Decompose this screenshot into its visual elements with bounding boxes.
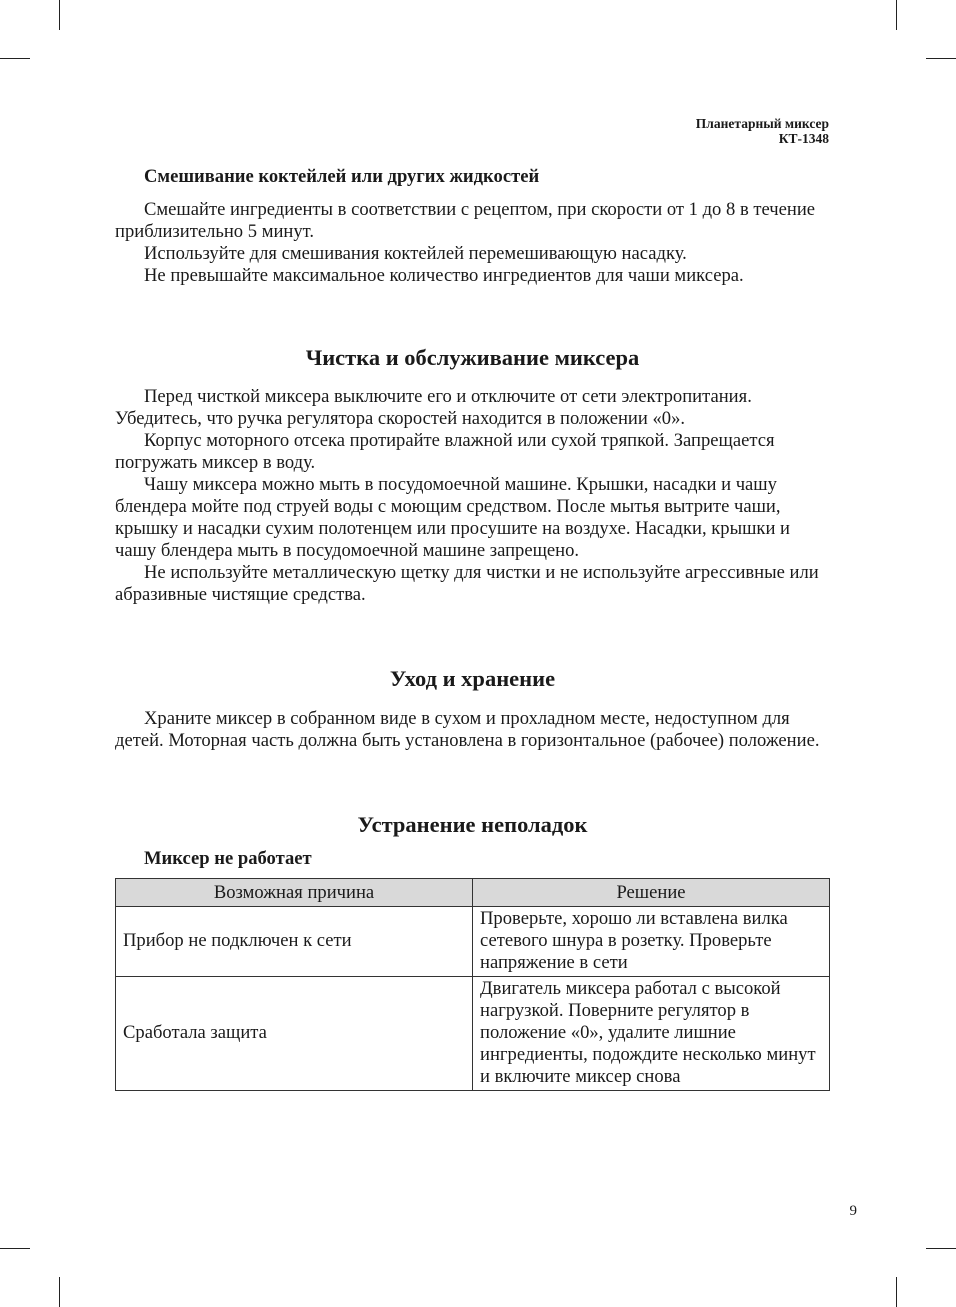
- cleaning-paragraph: Чашу миксера можно мыть в посудомоечной машине. Крышки, насадки и чашу блендера мойте под струей воды с моющим средством. После мытья вытрите чаши, крышку и насадки сухим полотенцем или просушите на воздухе. Насадки, крышки и чашу блендера мыть в посудомоечной машине запрещено.: [115, 474, 790, 561]
- column-header-cause: Возможная причина: [116, 879, 473, 907]
- cocktails-paragraph: Смешайте ингредиенты в соответствии с рецептом, при скорости от 1 до 8 в течение приблизительно 5 минут.: [115, 199, 816, 242]
- table-row: [116, 907, 830, 977]
- header-product: Планетарный миксер: [695, 116, 829, 131]
- crop-mark-top-left-h: [0, 58, 30, 59]
- column-header-solution: Решение: [473, 879, 830, 907]
- cocktails-paragraph: Не превышайте максимальное количество ингредиентов для чаши миксера.: [144, 265, 744, 286]
- crop-mark-bottom-right: [896, 1277, 897, 1307]
- page-content: [115, 166, 830, 1091]
- cause-cell: Прибор не подключен к сети: [116, 907, 473, 977]
- storage-paragraph: Храните миксер в собранном виде в сухом и прохладном месте, недоступном для детей. Моторная часть должна быть установлена в горизонтальное (рабочее) положение.: [115, 708, 820, 751]
- troubleshooting-table: [115, 878, 830, 1091]
- table-row: [116, 977, 830, 1091]
- running-header: [696, 116, 829, 146]
- page-number: 9: [849, 1203, 857, 1219]
- crop-mark-top-left: [59, 0, 60, 30]
- crop-mark-bottom-right-h: [926, 1248, 956, 1249]
- crop-mark-bottom-left: [59, 1277, 60, 1307]
- troubleshooting-title: Устранение неполадок: [357, 812, 588, 837]
- cleaning-title: Чистка и обслуживание миксера: [305, 345, 640, 370]
- crop-mark-bottom-left-h: [0, 1248, 30, 1249]
- crop-mark-top-right: [896, 0, 897, 30]
- cocktails-heading: Смешивание коктейлей или других жидкостей: [144, 166, 540, 187]
- cocktails-paragraph: Используйте для смешивания коктейлей перемешивающую насадку.: [144, 243, 687, 264]
- storage-title: Уход и хранение: [389, 666, 556, 691]
- cause-cell: Сработала защита: [116, 977, 473, 1091]
- table-header-row: [116, 879, 830, 907]
- troubleshooting-subheading: Миксер не работает: [144, 848, 312, 869]
- solution-cell: Проверьте, хорошо ли вставлена вилка сетевого шнура в розетку. Проверьте напряжение в сети: [473, 907, 830, 977]
- cleaning-paragraph: Корпус моторного отсека протирайте влажной или сухой тряпкой. Запрещается погружать миксер в воду.: [115, 430, 775, 473]
- cleaning-paragraph: Перед чисткой миксера выключите его и отключите от сети электропитания. Убедитесь, что ручка регулятора скоростей находится в положении «0».: [115, 386, 752, 429]
- crop-mark-top-right-h: [926, 58, 956, 59]
- solution-cell: Двигатель миксера работал с высокой нагрузкой. Поверните регулятор в положение «0», удалите лишние ингредиенты, подождите несколько минут и включите миксер снова: [473, 977, 830, 1091]
- header-model: КТ-1348: [778, 131, 829, 146]
- cleaning-paragraph: Не используйте металлическую щетку для чистки и не используйте агрессивные или абразивные чистящие средства.: [115, 562, 819, 605]
